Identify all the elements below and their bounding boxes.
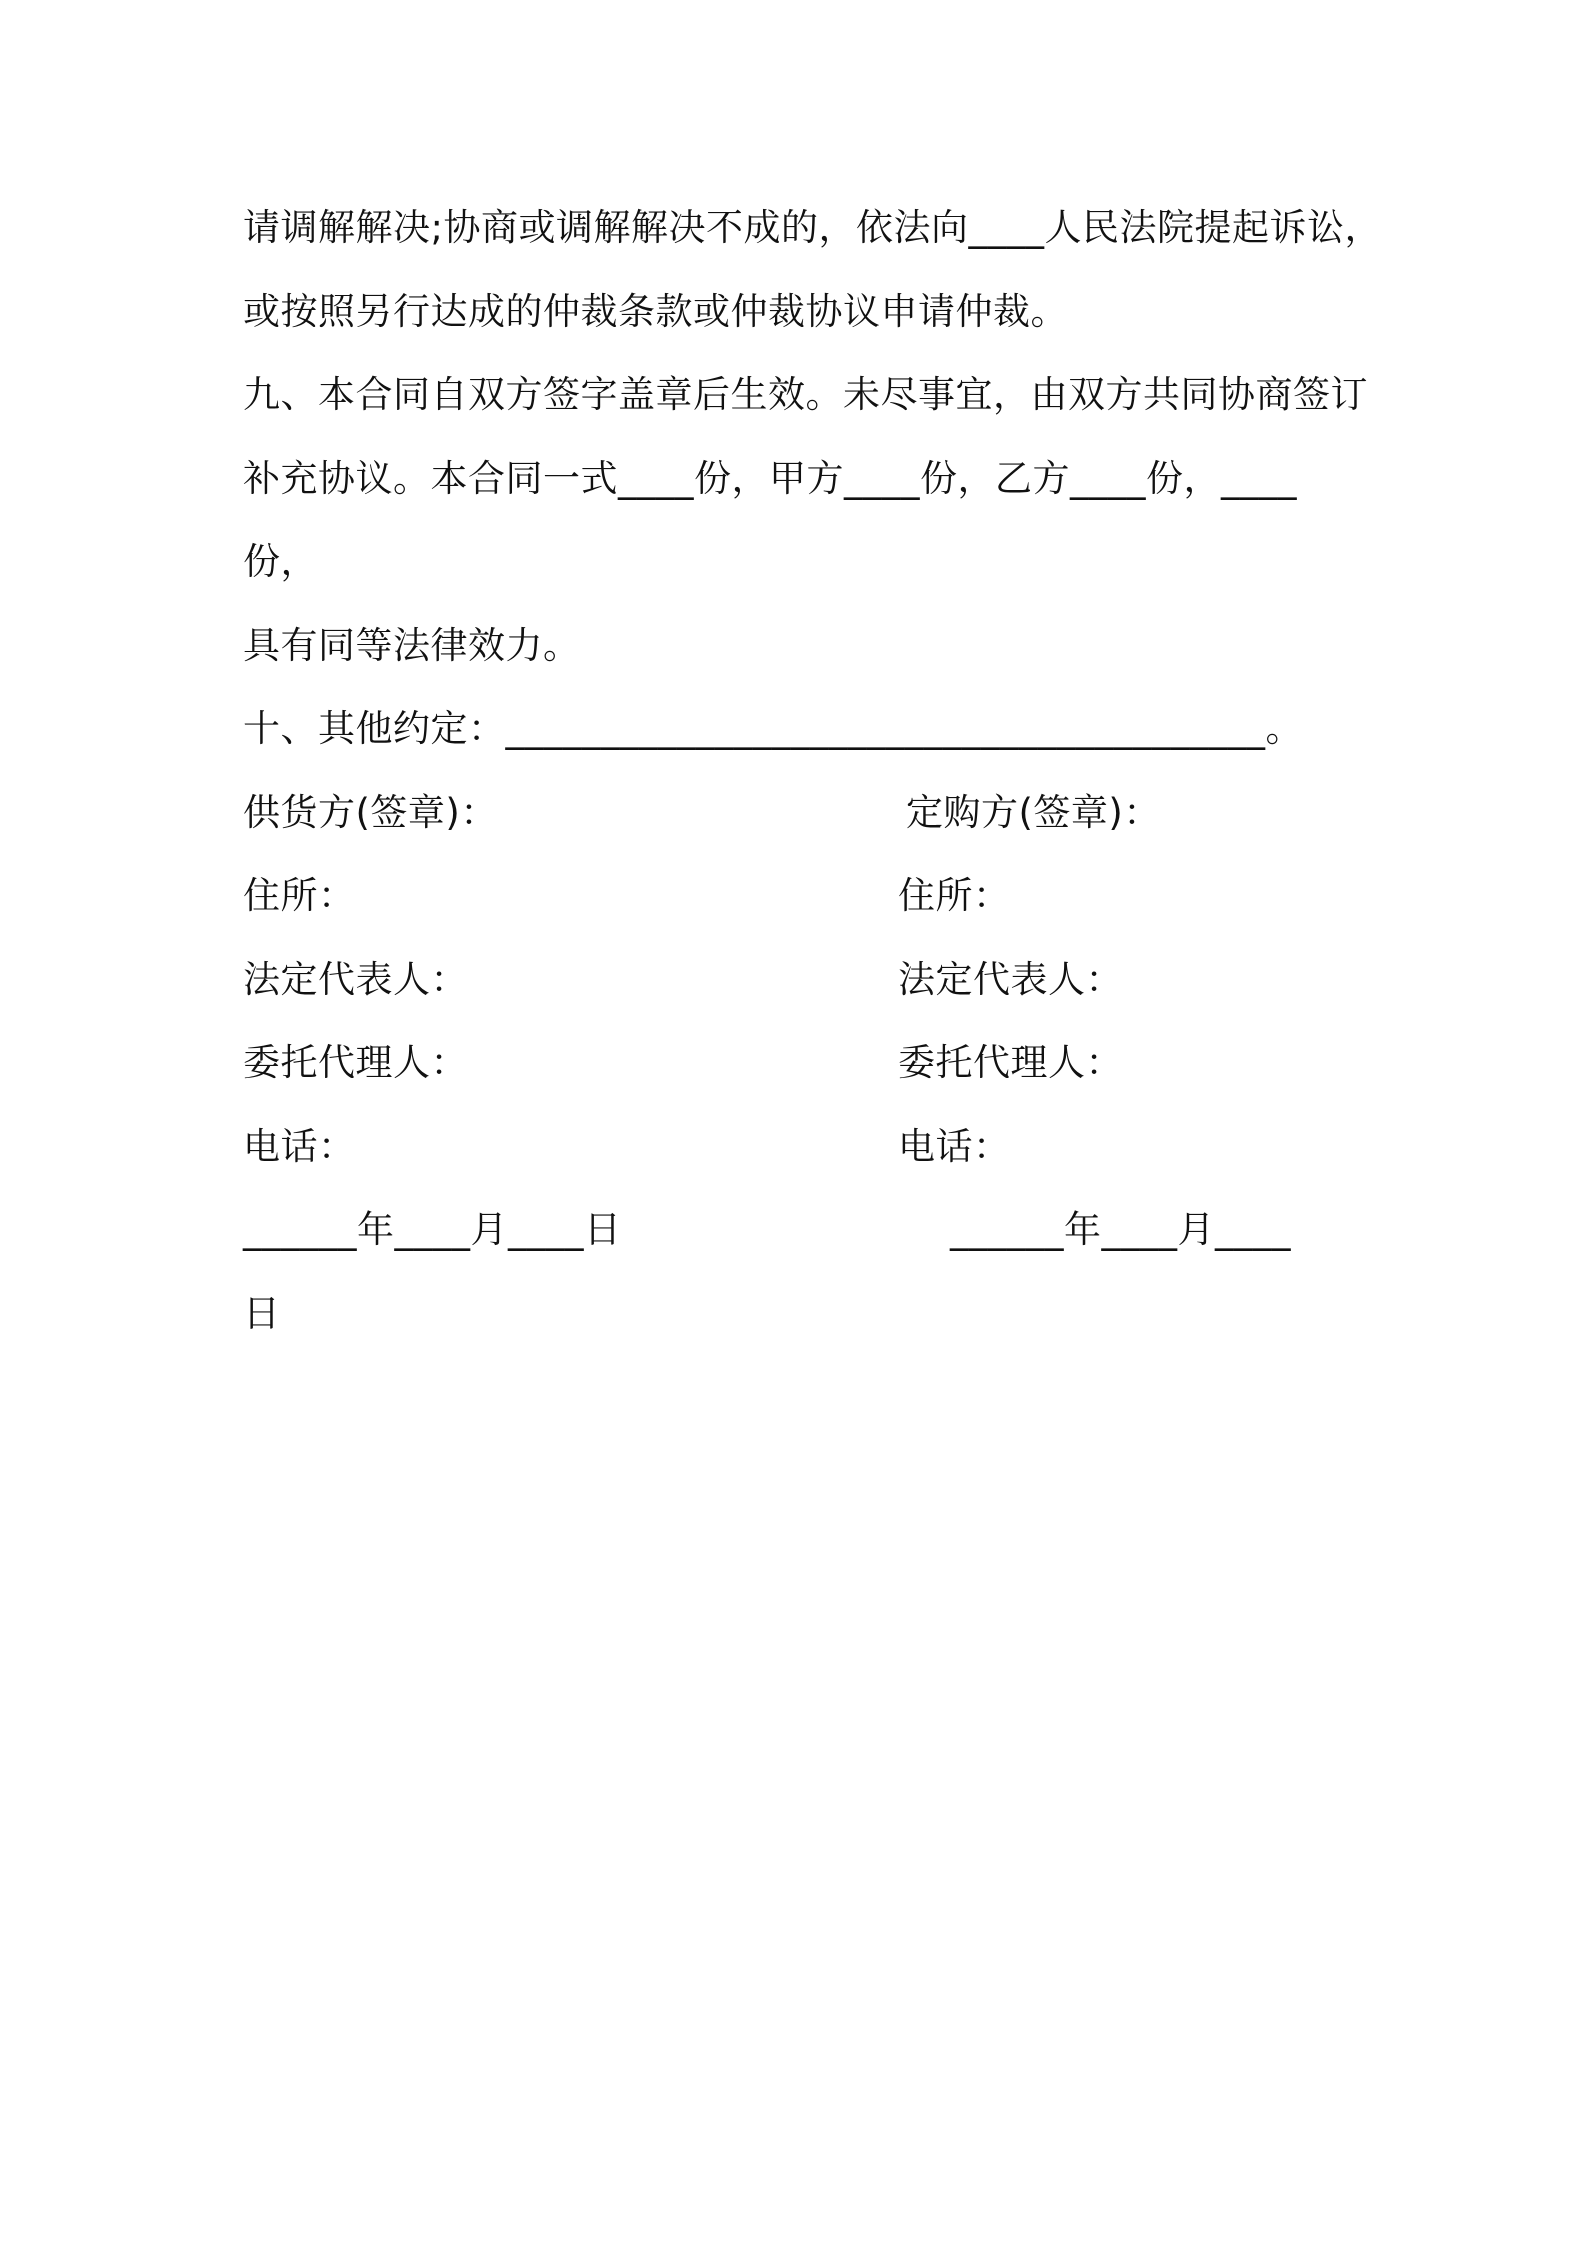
paragraph-line: 补充协议。本合同一式____份，甲方____份，乙方____份，____ bbox=[243, 457, 1297, 500]
paragraph-line: 请调解解决;协商或调解解决不成的，依法向____人民法院提起诉讼， bbox=[243, 206, 1382, 249]
supplier-address-label: 住所： bbox=[243, 874, 356, 917]
purchaser-agent-label: 委托代理人： bbox=[898, 1041, 1123, 1084]
supplier-date-line: ______年____月____日 bbox=[243, 1208, 622, 1251]
date-wrap-text: 日 bbox=[243, 1292, 281, 1335]
supplier-agent-label: 委托代理人： bbox=[243, 1041, 468, 1084]
purchaser-party-label: 定购方(签章)： bbox=[906, 791, 1161, 834]
clause-nine-line: 九、本合同自双方签字盖章后生效。未尽事宜，由双方共同协商签订 bbox=[243, 373, 1368, 416]
clause-ten-line: 十、其他约定：________________________________________。 bbox=[243, 707, 1303, 750]
paragraph-line: 具有同等法律效力。 bbox=[243, 624, 581, 667]
paragraph-line: 或按照另行达成的仲裁条款或仲裁协议申请仲裁。 bbox=[243, 290, 1068, 333]
purchaser-legal-rep-label: 法定代表人： bbox=[898, 958, 1123, 1001]
purchaser-date-line: ______年____月____ bbox=[950, 1208, 1291, 1251]
purchaser-address-label: 住所： bbox=[898, 874, 1011, 917]
supplier-party-label: 供货方(签章)： bbox=[243, 791, 498, 834]
purchaser-phone-label: 电话： bbox=[898, 1125, 1011, 1168]
supplier-phone-label: 电话： bbox=[243, 1125, 356, 1168]
supplier-legal-rep-label: 法定代表人： bbox=[243, 958, 468, 1001]
paragraph-line: 份， bbox=[243, 540, 318, 583]
